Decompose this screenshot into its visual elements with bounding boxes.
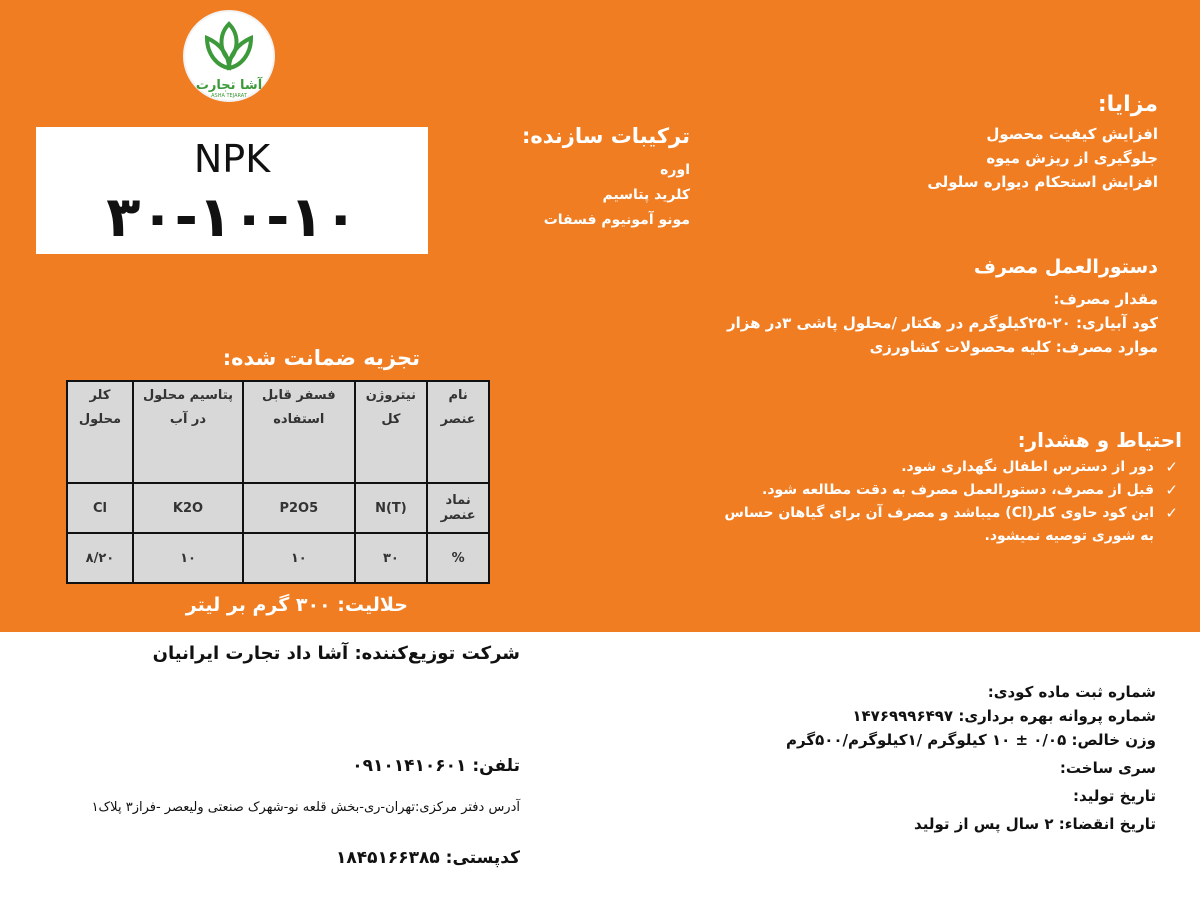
amount-label: مقدار مصرف: [1053,290,1158,308]
irrigation-text: کود آبیاری: ۲۰-۲۵کیلوگرم در هکتار /محلول پاشی ۳در هزار [727,314,1158,332]
table-cell: ۳۰ [355,533,428,583]
warning-item: ✓ این کود حاوی کلر(Cl) میباشد و مصرف آن برای گیاهان حساس به شوری توصیه نمیشود. [724,504,1178,544]
phone-line [352,756,520,776]
table-cell: نماد عنصر [427,483,489,533]
warning-item: ✓ دور از دسترس اطفال نگهداری شود. [710,456,1180,479]
distributor-label: شرکت توزیع‌کننده: [354,643,520,664]
instructions-title: دستورالعمل مصرف [973,256,1158,278]
table-cell: ۸/۲۰ [67,533,133,583]
table-row [67,483,489,533]
npk-box [36,127,428,254]
warning-item: ✓ قبل از مصرف، دستورالعمل مصرف به دقت مطالعه شود. [710,479,1180,502]
table-cell: پتاسیم محلول در آب [133,381,243,483]
ingredients-title: ترکیبات سازنده: [521,124,690,148]
check-icon: ✓ [1165,481,1178,499]
check-icon: ✓ [1165,458,1178,476]
postal-label: کدپستی: [445,848,520,868]
distributor-line [153,643,520,664]
benefits-title: مزایا: [1097,92,1158,117]
ingredient-item: مونو آمونیوم فسفات [543,212,690,228]
distributor-name: آشا داد تجارت ایرانیان [152,643,349,664]
license-value: ۱۴۷۶۹۹۹۶۴۹۷ [852,707,954,725]
product-name: NPK [193,137,271,181]
table-cell: N(T) [355,483,428,533]
leaf-icon [201,20,257,78]
weight-line [786,728,1156,752]
logo-name: آشا تجارت [195,78,263,93]
expiry-label: تاریخ انقضاء: [1058,815,1156,833]
table-cell: کلر محلول [67,381,133,483]
warnings-list [710,456,1180,548]
product-ratio: ۳۰-۱۰-۱۰ [106,185,358,250]
phone-label: تلفن: [472,756,520,776]
ingredients-list [544,158,690,233]
benefit-item: جلوگیری از ریزش میوه [986,149,1158,167]
guarantee-table [66,380,490,584]
postal-line [336,848,520,868]
table-row [67,381,489,483]
table-cell: % [427,533,489,583]
weight-label: وزن خالص: [1071,731,1156,749]
ingredient-item: کلرید پتاسیم [602,187,690,203]
weight-value: ۰/۰۵ ± ۱۰ کیلوگرم /۱کیلوگرم/۵۰۰گرم [786,731,1067,749]
usage-text: موارد مصرف: کلیه محصولات کشاورزی [869,338,1158,356]
phone-value: ۰۹۱۰۱۴۱۰۶۰۱ [352,756,467,776]
address-text: آدرس دفتر مرکزی:تهران-ری-بخش قلعه نو-شهرک صنعتی ولیعصر -فراز۳ پلاک۱ [91,800,520,815]
solubility-text: حلالیت: ۳۰۰ گرم بر لیتر [185,594,408,616]
benefit-item: افزایش استحکام دیواره سلولی [927,173,1158,191]
table-cell: P2O5 [243,483,354,533]
logo-subtitle: ASHA TEJARAT [211,93,247,99]
production-label: تاریخ تولید: [1072,787,1156,805]
table-cell: ۱۰ [133,533,243,583]
table-row [67,533,489,583]
table-cell: Cl [67,483,133,533]
table-cell: ۱۰ [243,533,354,583]
registration-block [786,680,1156,836]
table-cell: K2O [133,483,243,533]
postal-value: ۱۸۴۵۱۶۶۳۸۵ [335,848,440,868]
expiry-line [786,812,1156,836]
license-label: شماره پروانه بهره برداری: [958,707,1156,725]
instructions-body [598,287,1158,359]
guarantee-title: تجزیه ضمانت شده: [222,346,420,370]
brand-logo [183,10,275,102]
check-icon: ✓ [1165,504,1178,522]
ingredient-item: اوره [660,162,690,178]
warnings-title: احتیاط و هشدار: [1017,428,1182,452]
reg-label: شماره ثبت ماده کودی: [987,683,1156,701]
license-line [786,704,1156,728]
benefit-item: افزایش کیفیت محصول [986,125,1158,143]
table-cell: نام عنصر [427,381,489,483]
table-cell: فسفر قابل استفاده [243,381,354,483]
expiry-value: ۲ سال پس از تولید [914,815,1054,833]
benefits-list [927,122,1158,194]
table-cell: نیتروژن کل [355,381,428,483]
series-label: سری ساخت: [1059,759,1156,777]
